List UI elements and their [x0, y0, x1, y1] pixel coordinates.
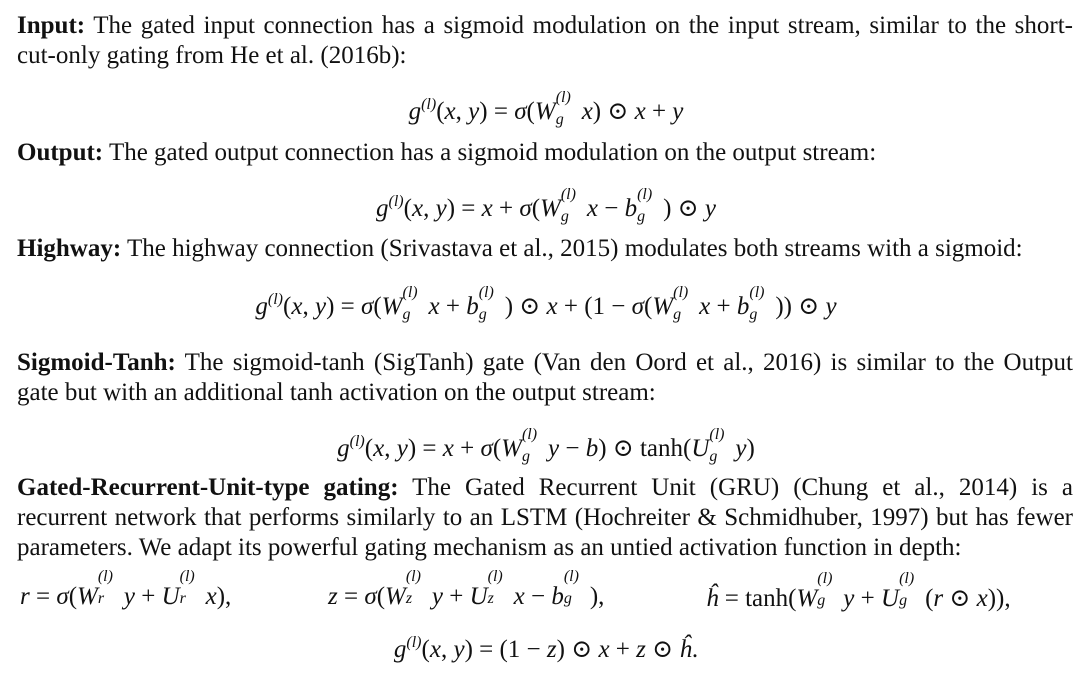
gru-equations-row: [0, 568, 1092, 617]
gru-text: The Gated Recurrent Unit (GRU) (Chung et al., 2014) is a recurrent network that performs similarly to an LSTM (Hochreiter & Schmidhuber, 1997) but has fewer parameters. We adapt its powerful gating mechanism as an untied activation function in depth:: [17, 474, 1073, 561]
gru-paragraph: [17, 473, 1073, 563]
highway-equation: $g^{(l)}(x$, y) = σ(W (l) g x + b (l) g ) ⊙ x + (1 − σ(W (l) g x + b (l) g )) ⊙ y: [255, 284, 837, 323]
gru-heading: Gated-Recurrent-Unit-type gating:: [17, 474, 399, 501]
highway-heading: Highway:: [17, 235, 122, 262]
gru-eq-r: r = σ(W (l) r y + U (l) r x),: [20, 568, 232, 610]
gru-eq-z: z = σ(W (l) z y + U (l) z x − b (l) g ),: [328, 568, 605, 610]
sigtanh-heading: Sigmoid-Tanh:: [17, 349, 176, 376]
gru-final-equation: $g^{(l)}(x$, y) = (1 − z) ⊙ x + z ⊙ ĥ.: [393, 634, 699, 663]
highway-text: The highway connection (Srivastava et al., 2015) modulates both streams with a sigmoid:: [121, 235, 1023, 262]
output-paragraph: [17, 138, 1073, 168]
sigtanh-text: The sigmoid-tanh (SigTanh) gate (Van den Oord et al., 2016) is similar to the Output gate but with an additional tanh activation on the output stream:: [17, 349, 1073, 406]
input-text: The gated input connection has a sigmoid modulation on the input stream, similar to the short-cut-only gating from He et al. (2016b):: [17, 12, 1073, 69]
output-heading: Output:: [17, 139, 104, 166]
sigtanh-equation: $g^{(l)}(x$, y) = x + σ(W (l) g y − b) ⊙ tanh(U (l) g y): [337, 426, 755, 465]
input-paragraph: [17, 11, 1073, 71]
highway-paragraph: [17, 234, 1073, 264]
output-text: The gated output connection has a sigmoid modulation on the output stream:: [103, 139, 877, 166]
gru-eq-h: ĥ = tanh(W (l) g y + U (l) g (r ⊙ x)),: [706, 570, 1011, 612]
output-equation: $g^{(l)}(x$, y) = x + σ(W (l) g x − b (l) g ) ⊙ y: [376, 186, 716, 225]
input-heading: Input:: [17, 12, 86, 39]
input-equation: $g^{(l)}(x$, y) = σ(W (l) g x) ⊙ x + y: [408, 89, 684, 128]
sigtanh-paragraph: [17, 348, 1073, 408]
